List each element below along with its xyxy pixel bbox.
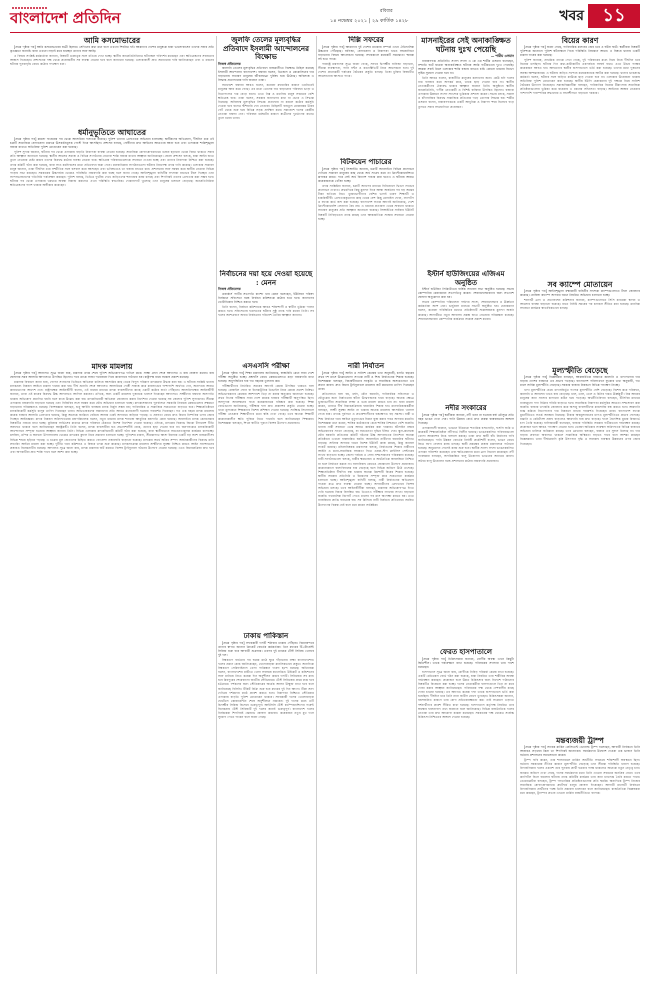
story-headline: মূল্যস্ফীতি বেড়েছে — [552, 366, 608, 375]
story-body: [প্রথম পৃষ্ঠার পর] সিআইডি জানায়, চক্রটি অনলাইনে বিভিন্ন প্রলোভন দেখিয়ে সাধারণ মানুষের কাছ থেকে অর্থ সংগ্রহ করে তা ক্রিপ্টোকারেন্সিতে রূপান্তর করত। পরে সেই অর্থ বিদেশে পাচার করা হতো। এ ঘটনায় আরও কয়েকজনকে খোঁজা হচ্ছে। তদন্ত সংশ্লিষ্টরা জানান, চক্রটি অ্যাপের মাধ্যমে বিনিয়োগে দ্বিগুণ লাভের প্রলোভন দেখাত। প্রথমদিকে কিছু মুনাফা দিয়ে আস্থা অর্জনের পর বড় অঙ্কের টাকা হাতিয়ে নিত। ভুক্তভোগীদের বেশির ভাগই তরুণ শিক্ষার্থী ও চাকরিজীবী। গ্রেফতারকৃতদের কাছ থেকে বেশ কিছু মোবাইল ফোন, ল্যাপটপ ও ব্যাংক কার্ড জব্দ করা হয়েছে। বাংলাদেশ ব্যাংক আগেই জানিয়েছে, দেশে ক্রিপ্টোকারেন্সি লেনদেন বৈধ নয়। এ ধরনের প্রতারণা থেকে সাবধান থাকতে সাধারণ মানুষের প্রতি আহ্বান জানানো হয়েছে। সিআইডির সাইবার ইউনিট বিষয়টি নিবিড়ভাবে তদন্ত করছে এবং আন্তর্জাতিক সংস্থার সহায়তা নেওয়া হচ্ছে। — [318, 166, 414, 221]
story-masnaior — [418, 36, 514, 266]
story-body: জ্বালানি তেলের মূল্যবৃদ্ধির প্রতিবাদে রাজধানীতে বিক্ষোভ মিছিল করেছে ইসলামী আন্দোলন বাংলাদেশ। বক্তারা বলেন, ডিজেল ও কেরোসিনের দাম বাড়ানোয় সাধারণ মানুষের জীবনযাত্রা দুর্বিষহ হয়ে উঠেছে। অবিলম্বে এ সিদ্ধান্ত প্রত্যাহারের দাবি জানান তারা। সমাবেশে বক্তারা আরও বলেন, করোনা মহামারির কারণে এমনিতেই মানুষের আয় কমে গেছে। এর মধ্যে তেলের দাম বাড়ানোয় পরিবহন ভাড়া ও নিত্যপণ্যের দাম বেড়ে যাবে। এতে নিম্ন ও মধ্যবিত্ত মানুষ সবচেয়ে বেশি ক্ষতিগ্রস্ত হবে। তারা বলেন, সরকার জনগণের কথা না ভেবে এ সিদ্ধান্ত নিয়েছে। অবিলম্বে মূল্যবৃদ্ধির সিদ্ধান্ত প্রত্যাহার না করলে কঠোর কর্মসূচি দেওয়া হবে বলেও হুঁশিয়ারি দেন নেতারা। মিছিলটি বায়তুল মোকাররম উত্তর গেট থেকে শুরু হয়ে বিভিন্ন সড়ক প্রদক্ষিণ করে। সমাবেশে দলের কেন্দ্রীয় নেতারা বক্তব্য দেন। পরিবহন ধর্মঘটের কারণে যাত্রীদের দুর্ভোগের কথাও তুলে ধরেন তারা। — [218, 66, 314, 121]
story-biye — [520, 36, 640, 276]
story-headline: মাসনাইরের সেই অনাকাঙ্ক্ষিত ঘটনায় দুঃখ পেয়েছি — [421, 36, 511, 54]
story-hospital — [418, 270, 514, 400]
masthead — [10, 4, 640, 30]
story-zulfiqar — [218, 36, 314, 268]
story-headline: জুলফি তেলের মূল্যবৃদ্ধির প্রতিবাদে ইসলামী আন্দোলনের বিক্ষোভ — [223, 36, 309, 61]
story-headline: নদীর সংকারের — [445, 404, 487, 412]
story-body: [প্রথম পৃষ্ঠার পর] আমি কসমোভারের যাত্রী ছিলাম। সেদিনের কথা মনে হলে এখনো শিহরিত হই। আমাদের দেশের মানুষকে যারা ভালোবাসেন তাদের সবার প্রতি কৃতজ্ঞতা জানাই। যারা এখনো লড়াই করে যাচ্ছেন তাদের সঙ্গে আছি। এ বিষয়ে সংশ্লিষ্ট কর্মকর্তারা জানান, বিষয়টি গুরুত্বের সঙ্গে খতিয়ে দেখা হচ্ছে। স্থানীয় জনপ্রতিনিধিরাও ঘটনাস্থল পরিদর্শন করেছেন এবং ক্ষতিগ্রস্তদের সহায়তার আশ্বাস দিয়েছেন। প্রশাসনের পক্ষ থেকে প্রয়োজনীয় সব ব্যবস্থা নেওয়া হবে বলে জানানো হয়েছে। এলাকাবাসী দ্রুত সমাধানের দাবি জানিয়েছেন এবং এ ধরনের ঘটনার পুনরাবৃত্তি রোধে কঠোর পদক্ষেপ চান। — [10, 45, 214, 67]
story-nodi — [418, 404, 514, 644]
story-headline: নারী নির্যাতন — [347, 362, 385, 370]
story-body: [প্রথম পৃষ্ঠার পর] আইন ও সালিশ কেন্দ্রের তথ্য অনুযায়ী, চলতি বছরের প্রথম দশ মাসে উল্লেখযোগ্য সংখ্যক নারী ও শিশু নির্যাতনের শিকার হয়েছে। বিশেষজ্ঞরা বলছেন, বিচারহীনতার সংস্কৃতি ও সামাজিক অসচেতনতা এর প্রধান কারণ। দ্রুত বিচার ট্রাইব্যুনালে মামলার জট কমানোর তাগিদ দিয়েছেন তারা। প্রতিবেদনে বলা হয়, ধর্ষণ, যৌন হয়রানি, পারিবারিক সহিংসতা ও যৌতুকের জন্য নির্যাতনের ঘটনা উদ্বেগজনক হারে বাড়ছে। অনেক ক্ষেত্রে ভুক্তভোগীরা সামাজিক লজ্জা ও ভয়ে মামলা করতে চান না। যারা মামলা করেন, তারাও দীর্ঘ বিচারপ্রক্রিয়ায় হয়রানির শিকার হন। মানবাধিকারকর্মীরা বলছেন, সাক্ষী সুরক্ষা আইন না থাকায় অনেক মামলায় আসামিরা খালাস পেয়ে যায়। তদন্তে দুর্বলতা ও প্রভাবশালীদের হস্তক্ষেপও বড় সমস্যা। নারী ও শিশু নির্যাতন দমন আইনে মৃত্যুদণ্ডের বিধান যুক্ত করার পরও অপরাধ কমেনি। বিশেষজ্ঞরা মনে করেন, শাস্তির কঠোরতার চেয়ে শাস্তির নিশ্চয়তা বেশি জরুরি। থানায় নারী সহায়তা ডেস্ক আরও কার্যকর করা দরকার। হটলাইন নম্বরে অভিযোগের সংখ্যা বেড়েছে, যা সচেতনতা বৃদ্ধির ইঙ্গিত দেয়। স্কুল-কলেজে যৌন হয়রানি প্রতিরোধ কমিটি গঠনের উচ্চ আদালতের নির্দেশনা অনেক প্রতিষ্ঠানে এখনো বাস্তবায়িত হয়নি। অনলাইনে নারীদের হয়রানির ঘটনাও বাড়ছে। সাইবার অপরাধ দমনে বিশেষ ইউনিট কাজ করছে, কিন্তু জনবল সংকট রয়েছে। মহিলাবিষয়ক মন্ত্রণালয় বলছে, নির্যাতনের শিকার নারীদের আইনি ও মনো-সামাজিক সহায়তা দিতে ওয়ান-স্টপ ক্রাইসিস সেন্টারের সংখ্যা বাড়ানো হচ্ছে। জেলা পর্যায়ে এ সেবা সম্প্রসারণের পরিকল্পনা রয়েছে। নারী সংগঠনগুলো বলছে, নারীর ক্ষমতায়ন ও অর্থনৈতিক স্বাবলম্বিতা নিশ্চিত না হলে নির্যাতন কমবে না। বাল্যবিবাহ রোধেও জোরালো উদ্যোগ প্রয়োজন। করোনাকালে বাল্যবিবাহের হার বেড়েছে বলে বিভিন্ন জরিপে উঠে এসেছে। শিক্ষাপ্রতিষ্ঠান দীর্ঘদিন বন্ধ থাকায় অনেক কিশোরী বিয়ের শিকার হয়েছে। স্থানীয় সরকার প্রতিনিধি ও ইমামদের সম্পৃক্ত করে সচেতনতা কার্যক্রম চালানো হচ্ছে। আইনশৃঙ্খলা বাহিনী বলছে, নারী নির্যাতনের অভিযোগ পাওয়া মাত্র দ্রুত ব্যবস্থা নেওয়া হচ্ছে। অপরাধীদের গ্রেফতারে বিশেষ অভিযান চলছে। তবে আইনজীবীরা বলছেন, মামলার অভিযোগপত্র দিতে দেরি হওয়ায় বিচার বিলম্বিত হয়। ডিএনএ পরীক্ষার ল্যাবের সংখ্যা বাড়ানো জরুরি। ফরেনসিক রিপোর্ট পেতে মাসের পর মাস অপেক্ষা করতে হয়। এতে ন্যায়বিচার প্রাপ্তি বাধাগ্রস্ত হয়। সব মিলিয়ে নারী নির্যাতন প্রতিরোধে সমন্বিত উদ্যোগের বিকল্প নেই বলে মনে করেন সংশ্লিষ্টরা। — [318, 370, 414, 507]
story-body: [প্রথম পৃষ্ঠার পর] আমাদের দুই দেশের মধ্যকার সম্পর্ক এখন ঐতিহাসিক উচ্চতায় পৌঁছেছে। বাণিজ্য, যোগাযোগ ও নিরাপত্তা খাতে সহযোগিতা বাড়ানোর বিষয়ে আলোচনা হয়েছে। সফরকালে কয়েকটি সমঝোতা স্মারক সই হতে পারে। পররাষ্ট্র মন্ত্রণালয় সূত্রে জানা গেছে, সফরে দ্বিপক্ষীয় বাণিজ্য বাড়ানো, সীমান্ত ব্যবস্থাপনা, পানি বণ্টন ও কানেক্টিভিটি নিয়ে আলোচনা হবে। দুই দেশের প্রধানমন্ত্রী পর্যায়ের বৈঠকের প্রস্তুতি চলছে। তিস্তা চুক্তির বিষয়টিও আলোচনায় আসতে পারে। — [318, 44, 414, 79]
story-byline: নিজস্ব প্রতিবেদক — [218, 61, 241, 66]
logo-text: বাংলাদেশ প্রতিদিন — [10, 9, 121, 27]
story-delhi — [318, 36, 414, 156]
story-body: [প্রথম পৃষ্ঠার পর] আইনশৃঙ্খলা রক্ষাকারী বাহিনীর সদস্যরা ক্যাম্পগুলোতে টহল জোরদার করেছে। রোহিঙ্গা ক্যাম্পে অপরাধ দমনে নিয়মিত অভিযান চালানো হচ্ছে। শরণার্থী ত্রাণ ও প্রত্যাবাসন কমিশনার জানান, ক্যাম্পগুলোতে সিসি ক্যামেরা স্থাপন ও আলোর ব্যবস্থা বাড়ানো হয়েছে। রাতে নির্দিষ্ট সময়ের পর চলাচল সীমিত করা হয়েছে। মানবিক সহায়তা কার্যক্রম স্বাভাবিকভাবে চলছে। — [520, 289, 640, 311]
date-label: ১৪ নভেম্বর ২০২১ | ২৯ কার্তিক ১৪২৮ — [330, 18, 409, 24]
story-body: নারায়ণগঞ্জ প্রতিনিধি: সংসদ সদস্য এ কে এম শামীম ওসমান বলেছেন, সম্প্রতি ঘটে যাওয়া অনাকাঙ্ক্ষিত ঘটনায় আমি গভীরভাবে দুঃখ পেয়েছি। আমরা সবাই মিলে এলাকার শান্তি বজায় রাখতে চাই। কোনো ধরনের বিভেদ সৃষ্টির সুযোগ দেওয়া হবে না। তিনি আরও বলেন, রাজনীতি মানুষের কল্যাণের জন্য। কেউ যদি দলের নাম ব্যবহার করে অপকর্ম করে, তাকে ছাড় দেওয়া হবে না। স্থানীয় নেতাকর্মীদের ঐক্যবদ্ধ থাকার আহ্বান জানান তিনি। অনুষ্ঠানে স্থানীয় জনপ্রতিনিধি, দলীয় নেতাকর্মী ও বিশিষ্ট ব্যক্তিরা উপস্থিত ছিলেন। বক্তারা এলাকার উন্নয়নে সংসদ সদস্যের ভূমিকার প্রশংসা করেন। সভায় মাদক, সন্ত্রাস ও চাঁদাবাজির বিরুদ্ধে সামাজিক প্রতিরোধ গড়ে তোলার সিদ্ধান্ত হয়। শামীম ওসমান বলেন, নারায়ণগঞ্জকে একটি আধুনিক ও নিরাপদ শহর হিসেবে গড়ে তুলতে সবার সহযোগিতা প্রয়োজন। — [418, 58, 514, 109]
story-nirbachon — [218, 270, 314, 358]
story-trump — [520, 736, 640, 974]
story-dhaka — [218, 632, 314, 974]
section-name: খবর — [559, 8, 584, 24]
story-body: [প্রথম পৃষ্ঠার পর] সাবেক মার্কিন প্রেসিডেন্ট ডোনাল্ড ট্রাম্প বলেছেন, আগামী নির্বাচনে তিনি আবারও লড়বেন কিনা তা শিগগিরই জানাবেন। সমর্থকদের উদ্দেশে দেওয়া এক ভাষণে তিনি বর্তমান প্রশাসনের সমালোচনা করেন। ট্রাম্প দাবি করেন, তার শাসনামলে মার্কিন অর্থনীতি সবচেয়ে শক্তিশালী অবস্থানে ছিল। বর্তমান সরকারের নীতির কারণে মূল্যস্ফীতি বেড়েছে এবং সীমান্ত পরিস্থিতি খারাপ হয়েছে। রিপাবলিকান দলের একাংশ তার পুনরায় প্রার্থী হওয়ার পক্ষে থাকলেও অনেকে নতুন নেতৃত্ব চান। জনমত জরিপে দেখা গেছে, দলের সমর্থকদের মধ্যে তিনি এখনো সবচেয়ে জনপ্রিয় নেতা। তবে ক্যাপিটল হিলে হামলার ঘটনায় তদন্ত কমিটির কার্যক্রম তার জন্য চ্যালেঞ্জ তৈরি করতে পারে। ডেমোক্রেটরা বলছেন, ট্রাম্প গণতান্ত্রিক প্রতিষ্ঠানগুলোর প্রতি হুমকি। অন্যদিকে ট্রাম্প নিজের সামাজিক যোগাযোগমাধ্যম প্ল্যাটফর্ম চালুর ঘোষণা দিয়েছেন। আগামী মধ্যবর্তী নির্বাচনে রিপাবলিকান প্রার্থীদের পক্ষে তিনি প্রচারণা চালাবেন বলে জানিয়েছেন। রাজনৈতিক বিশ্লেষকরা মনে করছেন, ট্রাম্পের প্রভাব এখনো মার্কিন রাজনীতিতে ব্যাপক। — [520, 745, 640, 796]
story-headline: ইস্টার্ন হাউজিংয়ের এজিএম অনুষ্ঠিত — [427, 270, 505, 287]
story-headline: নির্বাচনের দয়া হয়ে দেওয়া হয়েছে : মেনন — [219, 270, 313, 287]
story-dharma — [10, 128, 214, 358]
story-byline: — শামীম ওসমান — [490, 54, 514, 58]
story-byline: নিজস্ব প্রতিবেদক — [218, 287, 241, 291]
story-headline: ফেরত হাসপাতালে — [440, 648, 492, 656]
section-box — [559, 4, 640, 28]
story-sob — [520, 280, 640, 362]
column-divider — [216, 36, 217, 974]
story-headline: বিয়ের কারণ — [561, 36, 599, 45]
story-headline: দিল্লি সফরের — [348, 36, 384, 44]
story-body: [প্রথম পৃষ্ঠার পর] চিকিৎসকরা জানান, রোগীর অবস্থা এখন কিছুটা স্থিতিশীল। তাকে পর্যবেক্ষণে রাখা হয়েছে। পরিবারের সদস্যরা তার পাশে রয়েছেন। হাসপাতাল সূত্রে জানা যায়, রোগীকে নিবিড় পরিচর্যা কেন্দ্রে রাখা হয়েছে। একটি মেডিকেল বোর্ড গঠন করা হয়েছে, যারা নিয়মিত তার শারীরিক অবস্থা পর্যবেক্ষণ করছেন। প্রয়োজন হলে উন্নত চিকিৎসার জন্য বিদেশে পাঠানোর বিষয়টিও বিবেচনা করা হচ্ছে। দলের নেতাকর্মীরা হাসপাতালে ভিড় না করে দোয়া করার আহ্বান জানিয়েছেন। পরিবারের পক্ষ থেকে দেশবাসীর কাছে দোয়া চাওয়া হয়েছে। এর আগেও কয়েক দফা তাকে হাসপাতালে ভর্তি করা হয়েছিল। দীর্ঘদিন ধরে তিনি নানা জটিল রোগে ভুগছেন। চিকিৎসকরা জানান, বয়সজনিত কারণে তার রোগ প্রতিরোধক্ষমতা কম। তাই সংক্রমণ এড়াতে দর্শনার্থীদের প্রবেশ সীমিত রাখা হয়েছে। হাসপাতাল কর্তৃপক্ষ নিয়মিত তার স্বাস্থ্যের হালনাগাদ তথ্য জানাবে বলে জানিয়েছে। বিভিন্ন রাজনৈতিক দলের নেতারা তার দ্রুত আরোগ্য কামনা করেছেন। সরকারের পক্ষ থেকেও সর্বোচ্চ চিকিৎসা নিশ্চিতের আশ্বাস দেওয়া হয়েছে। — [418, 656, 514, 719]
day-label: রবিবার — [380, 9, 393, 14]
page-number: ১১ — [588, 4, 640, 28]
column-divider — [316, 36, 317, 974]
story-headline: ঢাকায় পাকিস্তান — [243, 632, 289, 640]
story-madok — [10, 362, 214, 974]
newspaper-logo — [10, 6, 160, 28]
story-inflation — [520, 366, 640, 732]
story-bitcoin — [318, 158, 414, 358]
story-headline: বিটকয়েন পাচারের — [340, 158, 392, 166]
column-divider — [516, 36, 517, 974]
column-divider — [416, 36, 417, 974]
story-body: [প্রথম পৃষ্ঠার পর] শিক্ষা মন্ত্রণালয় জানিয়েছে, স্বাস্থ্যবিধি মেনে সারা দেশে পরীক্ষা অনুষ্ঠিত হচ্ছে। প্রশ্নফাঁস রোধে কেন্দ্রগুলোতে কড়া নজরদারি রাখা হয়েছে। অনুপস্থিতির হার গত বছরের তুলনায় কম। পরীক্ষার্থীদের নির্ধারিত সময়ের আগেই কেন্দ্রে উপস্থিত থাকতে বলা হয়েছে। মোবাইল ফোন বা ইলেকট্রনিক ডিভাইস নিয়ে কেন্দ্রে প্রবেশ নিষিদ্ধ। অভিভাবকদের কেন্দ্রের আশপাশে ভিড় না করার অনুরোধ জানানো হয়েছে। প্রথম দিনের পরীক্ষায় সারা দেশে কয়েক হাজার পরীক্ষার্থী অনুপস্থিত ছিল। অসদুপায় অবলম্বনের দায়ে কয়েকজনকে বহিষ্কার করা হয়েছে। শিক্ষা বোর্ডগুলো জানিয়েছে, পরীক্ষার ফল দ্রুত প্রকাশের প্রস্তুতি নেওয়া হচ্ছে। খাতা মূল্যায়নে শিক্ষকদের বিশেষ প্রশিক্ষণ দেওয়া হয়েছে। সংক্ষিপ্ত সিলেবাসে পরীক্ষা নেওয়ায় শিক্ষার্থীদের মধ্যে স্বস্তি দেখা গেছে। তবে অনেক শিক্ষার্থী করোনাকালীন ক্ষতি পুষিয়ে নিতে পারেনি বলে জানিয়েছেন শিক্ষকরা। বিশেষজ্ঞরা বলছেন, শিখন ঘাটতি পূরণে বিশেষ উদ্যোগ প্রয়োজন। — [218, 370, 314, 425]
story-headline: আমি কসমোভারের — [83, 36, 141, 45]
story-nari — [318, 362, 414, 974]
story-headline: ধর্মানুভূতিতে আঘাতের — [78, 128, 146, 137]
story-headline: মাদক মামলায় — [91, 362, 133, 371]
story-fery — [418, 648, 514, 974]
story-body: [প্রথম পৃষ্ঠার পর] আদালত সূত্রে জানা যায়, মামলার তদন্ত শেষে পুলিশ অভিযোগপত্র দাখিল করে। সাক্ষ্য গ্রহণ শেষে আদালত এ রায় ঘোষণা করেন। রায় ঘোষণার সময় আসামি আদালতে উপস্থিত ছিলেন। পরে তাকে সাজা পরোয়ানা দিয়ে কারাগারে পাঠানো হয়। রাষ্ট্রপক্ষ রায়ে সন্তোষ প্রকাশ করেছে। মামলার বিবরণে জানা যায়, গোপন সংবাদের ভিত্তিতে অভিযান চালিয়ে আসামির কাছ থেকে বিপুল পরিমাণ মাদকদ্রব্য উদ্ধার করা হয়। এ ঘটনায় সংশ্লিষ্ট থানায় মাদকদ্রব্য নিয়ন্ত্রণ আইনে মামলা দায়ের করা হয়। দীর্ঘ শুনানি শেষে আদালত আসামিকে দোষী সাব্যস্ত করে কারাদণ্ডের পাশাপাশি অর্থদণ্ড দেন, অনাদায়ে আরও কারাভোগের আদেশ দেন। রাষ্ট্রপক্ষের আইনজীবী বলেন, এই রায়ের মাধ্যমে মাদক ব্যবসায়ীদের কাছে একটি কঠোর বার্তা পৌঁছাবে। আসামিপক্ষের আইনজীবী জানান, তারা এই রায়ের বিরুদ্ধে উচ্চ আদালতে আপিল করবেন। এদিকে, অন্য একটি মামলায় দুজনকে খালাস দিয়েছেন আদালত। সাক্ষীদের বক্তব্যে অসংগতি থাকায় অভিযোগ প্রমাণিত হয়নি বলে রায়ে উল্লেখ করা হয়। মাদকবিরোধী অভিযান জোরদার করার নির্দেশনা দেওয়া হয়েছে সব জেলার পুলিশ সুপারদের। সীমান্ত এলাকায় নজরদারি বাড়ানো হয়েছে এবং বিজিবির সঙ্গে সমন্বয় করে যৌথ অভিযান চালানো হচ্ছে। মাদকাসক্তদের পুনর্বাসনে সরকারি নিরাময় কেন্দ্রগুলোর সক্ষমতা বাড়ানোর পরিকল্পনাও রয়েছে। বিশেষজ্ঞরা বলছেন, শুধু আইনি ব্যবস্থায় মাদক নির্মূল সম্ভব নয়; পারিবারিক ও সামাজিক সচেতনতা বাড়াতে হবে। শিক্ষাপ্রতিষ্ঠানে মাদকবিরোধী কর্মসূচি চালুর তাগিদ দিয়েছেন তারা। অভিভাবকদের সন্তানদের প্রতি আরও মনোযোগী হওয়ার পরামর্শও দিয়েছেন। গত এক বছরে মাদক মামলায় কয়েক হাজার আসামি গ্রেফতার হয়েছে, কিন্তু অনেকে জামিনে বেরিয়ে আবার একই অপরাধে জড়িয়ে পড়ছে। এ প্রবণতা রোধে দ্রুত বিচার নিষ্পত্তির ওপর জোর দিচ্ছেন আইনজ্ঞরা। মাদক নিয়ন্ত্রণ অধিদফতরের মহাপরিচালক বলেন, নতুন ধরনের মাদক শনাক্তে আধুনিক যন্ত্রপাতি কেনা হয়েছে। অনলাইনে মাদক কেনাবেচার বিষয়টিও নজরে রাখা হচ্ছে। কুরিয়ার সার্ভিসের মাধ্যমে মাদক পরিবহন ঠেকাতে বিশেষ নির্দেশনা দেওয়া হয়েছে। এদিকে, মাদকের বিরুদ্ধে জিরো টলারেন্স নীতি অব্যাহত থাকবে বলে জানিয়েছেন স্বরাষ্ট্রমন্ত্রী। তিনি বলেন, মাদক ব্যবসায়ীরা যত প্রভাবশালীই হোক, তাদের ছাড় দেওয়া হবে না। জনগণকেও মাদকবিরোধী আন্দোলনে সম্পৃক্ত হওয়ার আহ্বান জানান তিনি। বিভিন্ন এলাকায় মাদকবিরোধী কমিটি গঠন করা হয়েছে, যারা স্থানীয়ভাবে সচেতনতামূলক কার্যক্রম চালাচ্ছে। মসজিদ, মন্দির ও অন্যান্য উপাসনালয় থেকেও মাদকের কুফল নিয়ে প্রচারণা চালানো হচ্ছে। পুলিশের ধারণা, সীমান্তপথে আসা ইয়াবার একটি বড় অংশ রাজধানীসহ বিভিন্ন শহরে ছড়িয়ে পড়ছে। এ চক্রের মূল হোতাদের চিহ্নিত করতে গোয়েন্দা নজরদারি বাড়ানো হয়েছে। মাদকের অর্থে অবৈধ সম্পদ অর্জনকারীদের বিরুদ্ধে মানি লন্ডারিং আইনে মামলা করা হচ্ছে। দুর্নীতি দমন কমিশনও এ বিষয়ে তদন্ত শুরু করেছে। মাদকসংক্রান্ত মামলার সাক্ষীদের সুরক্ষা নিশ্চিত করতে আইন সংশোধনের প্রস্তাবও বিবেচনাধীন রয়েছে। আদালত সূত্রে জানা যায়, মাদক মামলার জট কমাতে বিশেষ ট্রাইব্যুনাল গঠনের উদ্যোগ নেওয়া হয়েছে। এতে বিচারপ্রক্রিয়া দ্রুত হবে এবং অপরাধীরা দ্রুত শাস্তি পাবে বলে আশা করা হচ্ছে। — [10, 371, 214, 454]
story-sscres — [218, 362, 314, 630]
story-body: [প্রথম পৃষ্ঠার পর] সফরকারী দলটি শনিবার ঢাকায় পৌঁছায়। বিমানবন্দরে তাদের স্বাগত জানান ক্রিকেট বোর্ডের কর্মকর্তারা। তিন ম্যাচের টি-টোয়েন্টি সিরিজ শুরু হবে আগামী শুক্রবার। এরপর দুই ম্যাচের টেস্ট সিরিজ খেলবে দুই দল। বিশ্বকাপে ব্যর্থতার পর ঘরের মাঠে ঘুরে দাঁড়ানোর লক্ষ্য বাংলাদেশের। দলের প্রধান কোচ জানিয়েছেন, খেলোয়াড়রা মানসিকভাবে প্রস্তুত। অন্যদিকে বিশ্বকাপে সেমিফাইনাল খেলা পাকিস্তান দারুণ ছন্দে রয়েছে। অধিনায়ক বলেন, বাংলাদেশের মাটিতে খেলা সবসময় চ্যালেঞ্জিং। উইকেট ও কন্ডিশনের সঙ্গে মানিয়ে নিতে কয়েক দিন অনুশীলন করবে দলটি। সিরিজের সব ম্যাচ হবে মিরপুরের শেরেবাংলা জাতীয় স্টেডিয়ামে। টেস্ট সিরিজের প্রথম ম্যাচ হবে চট্টগ্রামে। দর্শকদের জন্য স্টেডিয়ামের অর্ধেক আসন উন্মুক্ত রাখা হবে বলে জানিয়েছে বিসিবি। টিকিট বিক্রি শুরু হবে ম্যাচের দুই দিন আগে। টিকা সনদ দেখিয়ে দর্শকদের মাঠে প্রবেশ করতে হবে। নিরাপত্তা নিশ্চিতে স্টেডিয়াম এলাকায় বাড়তি পুলিশ মোতায়েন থাকবে। সফরকারী দলের খেলোয়াড়রা হোটেলে কোয়ারেন্টিন শেষে অনুশীলনে নামবেন। দুই দলের মধ্যে এটি দ্বিপক্ষীয় সিরিজ হিসেবে গুরুত্বপূর্ণ। আইসিসি টেস্ট চ্যাম্পিয়নশিপের পয়েন্ট বিবেচনায় টেস্ট সিরিজটি দুই দলের জন্যই গুরুত্বপূর্ণ। বাংলাদেশ দলের নির্বাচকরা শিগগিরই স্কোয়াড ঘোষণা করবেন। কয়েকজন নতুন মুখ দলে সুযোগ পেতে পারেন বলে জানা গেছে। — [218, 640, 314, 720]
story-headline: এসএসসি পরীক্ষা — [242, 362, 290, 370]
story-cramp — [10, 36, 214, 126]
story-body: [প্রথম পৃষ্ঠার পর] স্থানীয়রা জানান, নদী খনন না হওয়ায় বর্ষা মৌসুমে প্রতি বছর ভাঙন দেখা দেয়। পানি উন্নয়ন বোর্ড দ্রুত প্রকল্প বাস্তবায়নের আশ্বাস দিয়েছে। এলাকাবাসী জানান, ভাঙনে ইতিমধ্যে শতাধিক বসতবাড়ি, ফসলি জমি ও কয়েকটি শিক্ষাপ্রতিষ্ঠান নদীগর্ভে বিলীন হয়েছে। ভাঙনকবলিত পরিবারগুলো খোলা আকাশের নিচে বসবাস করছে। তারা দ্রুত স্থায়ী বাঁধ নির্মাণের দাবি জানিয়েছেন। পানি উন্নয়ন বোর্ডের নির্বাহী প্রকৌশলী বলেন, ভাঙন রোধে জিও ব্যাগ ফেলার কাজ চলছে। স্থায়ী প্রকল্পের প্রস্তাব মন্ত্রণালয়ে পাঠানো হয়েছে। অনুমোদন পেলেই কাজ শুরু হবে। স্থানীয় সংসদ সদস্য ভাঙনকবলিত এলাকা পরিদর্শন করেছেন এবং ক্ষতিগ্রস্তদের মধ্যে ত্রাণ বিতরণ করেছেন। নদী গবেষকরা বলছেন, অপরিকল্পিত বালু উত্তোলন ভাঙনের অন্যতম কারণ। অবৈধ বালু উত্তোলন বন্ধে প্রশাসনের কঠোর নজরদারি প্রয়োজন। — [418, 412, 514, 463]
story-body: ইস্টার্ন হাউজিং লিমিটেডের বার্ষিক সাধারণ সভা অনুষ্ঠিত হয়েছে। সভায় কোম্পানির চেয়ারম্যান সভাপতিত্ব করেন। শেয়ারহোল্ডারদের জন্য লভ্যাংশ ঘোষণা অনুমোদন করা হয়। সভায় কোম্পানির পরিচালনা পর্ষদের সদস্য, শেয়ারহোল্ডার ও ঊর্ধ্বতন কর্মকর্তারা অংশ নেন। ভার্চুয়াল মাধ্যমে সভাটি অনুষ্ঠিত হয়। চেয়ারম্যান বলেন, করোনা পরিস্থিতির মধ্যেও প্রতিষ্ঠানটি সন্তোষজনক মুনাফা অর্জন করেছে। আগামীতে নতুন আবাসন প্রকল্প হাতে নেওয়ার পরিকল্পনা রয়েছে। শেয়ারহোল্ডাররা কোম্পানির কার্যক্রমে সন্তোষ প্রকাশ করেন। — [418, 287, 514, 321]
story-body: [প্রথম পৃষ্ঠার পর] বিশ্লেষকরা বলছেন, আন্তর্জাতিক বাজারে জ্বালানি ও খাদ্যপণ্যের দাম বাড়ায় দেশের বাজারে এর প্রভাব পড়েছে। বাংলাদেশ পরিসংখ্যান ব্যুরোর তথ্য অনুযায়ী, গত মাসে সার্বিক মূল্যস্ফীতি বেড়েছে। সরকার বাজার নিয়ন্ত্রণে বিভিন্ন পদক্ষেপ নিচ্ছে। খাদ্য মূল্যস্ফীতির চেয়ে খাদ্যবহির্ভূত পণ্যের মূল্যস্ফীতি বেশি বেড়েছে। বিশেষ করে পরিবহন, জ্বালানি ও আবাসন খাতে ব্যয় বেড়েছে। চাল, ডাল, তেল ও চিনির দামও ঊর্ধ্বমুখী। নিম্ন আয়ের মানুষের জন্য সংসার চালানো কঠিন হয়ে পড়েছে। অর্থনীতিবিদরা বলছেন, টিসিবির মাধ্যমে ন্যায্যমূল্যে পণ্য বিক্রির পরিধি বাড়াতে হবে। সামাজিক নিরাপত্তা কর্মসূচির আওতা সম্প্রসারণ করা জরুরি। বাজার তদারকি জোরদার করে অসাধু ব্যবসায়ীদের কারসাজি বন্ধ করতে হবে। আমদানি শুল্ক কমিয়ে নিত্যপণ্যের দাম নিয়ন্ত্রণে রাখার পরামর্শও দিয়েছেন তারা। বাংলাদেশ ব্যাংক মুদ্রানীতিতে সতর্ক অবস্থান নিয়েছে। টাকার অবমূল্যায়নের চাপও মূল্যস্ফীতিতে প্রভাব ফেলছে। রপ্তানি ও রেমিট্যান্স প্রবাহ বাড়লেও আমদানি ব্যয় দ্রুত বাড়ছে। ফলে বৈদেশিক মুদ্রার রিজার্ভে চাপ তৈরি হয়েছে। বাণিজ্যমন্ত্রী বলেছেন, বাজার পরিস্থিতি সরকার গভীরভাবে পর্যবেক্ষণ করছে। প্রয়োজন হলে আরও পদক্ষেপ নেওয়া হবে। ভোক্তা অধিকার সংরক্ষণ অধিদফতর বিভিন্ন বাজারে অভিযান চালিয়ে জরিমানা করছে। তবে ক্রেতারা বলছেন, বাস্তবে এর সুফল মিলছে না। দাম বাড়ার প্রবণতা অব্যাহত থাকলে সামাজিক অস্থিরতা বাড়তে পারে বলে আশঙ্কা করছেন বিশ্লেষকরা। তারা দীর্ঘমেয়াদি কৃষি উৎপাদন বৃদ্ধি ও সরবরাহ ব্যবস্থার উন্নয়নের ওপর জোর দিয়েছেন। — [520, 375, 640, 446]
header-rule — [10, 32, 640, 33]
story-headline: সব ক্যাম্পে মোতায়েন — [547, 280, 613, 289]
story-body: [প্রথম পৃষ্ঠার পর] মামলা দায়েরের পর থেকে আসামিরা পলাতক রয়েছে। পুলিশ তাদের গ্রেফতারে অভিযান চালাচ্ছে। স্থানীয়দের অভিযোগ, দীর্ঘদিন ধরে এই চক্রটি সামাজিক যোগাযোগ মাধ্যমে উসকানিমূলক পোস্ট দিয়ে আসছিল। প্রশাসন বলছে, দোষীদের দ্রুত আইনের আওতায় আনা হবে এবং এলাকায় শান্তিশৃঙ্খলা বজায় রাখতে অতিরিক্ত পুলিশ মোতায়েন করা হয়েছে। পুলিশ সুপার জানান, ঘটনার পর থেকে এলাকায় বাড়তি নিরাপত্তা ব্যবস্থা নেওয়া হয়েছে। সামাজিক যোগাযোগমাধ্যমে গুজব ছড়ানো থেকে বিরত থাকতে সবার প্রতি আহ্বান জানানো হয়েছে। স্থানীয় আলেম সমাজ ও বিভিন্ন সংগঠনের নেতারা শান্তি বজায় রাখার আহ্বান জানিয়েছেন। জেলা প্রশাসন বলছে, যারা আইন হাতে তুলে নেওয়ার চেষ্টা করবে তাদের বিরুদ্ধে কঠোর ব্যবস্থা নেওয়া হবে। ক্ষতিগ্রস্ত পরিবারগুলোকে সহায়তা দেওয়া হচ্ছে এবং তাদের নিরাপত্তা নিশ্চিত করা হয়েছে। তদন্ত কমিটি গঠন করা হয়েছে, যারা সাত কর্মদিবসের মধ্যে প্রতিবেদন জমা দেবে। মানবাধিকার সংগঠনগুলো ঘটনার নিরপেক্ষ তদন্ত দাবি করেছে। এলাকার সাধারণ মানুষ জানান, তারা দীর্ঘদিন ধরে সম্প্রীতির সঙ্গে বসবাস করে আসছেন এবং ভবিষ্যতেও তা বজায় রাখতে চান। প্রশাসনের সঙ্গে সমন্বয় করে স্থানীয় নেতারা বিভিন্ন পাড়ায় সভা করছেন। সরকারের উচ্চপর্যায় থেকেও পরিস্থিতি নজরদারি করা হচ্ছে বলে জানা গেছে। আইনশৃঙ্খলা বাহিনীর সদস্যরা রাতভর টহল দিচ্ছেন এবং সন্দেহভাজনদের গতিবিধি পর্যবেক্ষণ করছেন। পুলিশ বলছে, ভিডিও ফুটেজ দেখে জড়িতদের শনাক্তের কাজ চলছে এবং শিগগিরই তাদের গ্রেফতার করা সম্ভব হবে। ঘটনার পর থেকে এলাকায় থমথমে অবস্থা বিরাজ করলেও এখন পরিস্থিতি স্বাভাবিক। দোকানপাট খুলেছে এবং মানুষের চলাচল বেড়েছে। জনপ্রতিনিধিরা ক্ষতিগ্রস্তদের পাশে থাকার অঙ্গীকার করেছেন। — [10, 137, 214, 188]
story-body: [প্রথম পৃষ্ঠার পর] জানা গেছে, পারিবারিক কলহের জের ধরে এ ঘটনা ঘটে। স্থানীয়রা বিষয়টি পুলিশকে জানালে পুলিশ ঘটনাস্থলে গিয়ে পরিস্থিতি নিয়ন্ত্রণে আনে। এ বিষয়ে থানায় একটি মামলা দায়ের করা হয়েছে। পুলিশ জানায়, প্রাথমিক তদন্তে দেখা গেছে, দুই পরিবারের মধ্যে বিয়ে নিয়ে দীর্ঘদিন ধরে বিরোধ চলছিল। ঘটনার দিন কথা-কাটাকাটির একপর্যায়ে সংঘর্ষ বাধে। এতে উভয় পক্ষের কয়েকজন আহত হন। আহতদের স্থানীয় হাসপাতালে ভর্তি করা হয়েছে। তাদের মধ্যে দুজনের অবস্থা আশঙ্কাজনক। এ ঘটনায় জড়িত সন্দেহে কয়েকজনকে আটক করা হয়েছে। থানার ভারপ্রাপ্ত কর্মকর্তা বলেন, ঘটনার সঙ্গে জড়িত কাউকে ছাড় দেওয়া হবে না। এলাকায় উত্তেজনা থাকায় অতিরিক্ত পুলিশ মোতায়েন করা হয়েছে। স্থানীয় ইউপি চেয়ারম্যান দুই পক্ষকে নিয়ে সালিশ বৈঠকের উদ্যোগ নিয়েছেন। সমাজবিজ্ঞানীরা বলছেন, পারিবারিক বিরোধ মীমাংসায় সামাজিক প্রতিষ্ঠানগুলোর ভূমিকা কমে যাওয়ায় এ ধরনের সহিংসতা বাড়ছে। আইনের আশ্রয় নেওয়ার পাশাপাশি পারস্পরিক শ্রদ্ধাবোধ ও সহনশীলতা বাড়ানো দরকার। — [520, 45, 640, 96]
story-headline: মন্তব্যজয়ী ট্রাম্প — [556, 736, 604, 745]
story-body: ওয়ার্কার্স পার্টির সভাপতি রাশেদ খান মেনন বলেছেন, ইউনিয়ন পরিষদ নির্বাচনে সহিংসতা বন্ধে নির্বাচন কমিশনকে কঠোর হতে হবে। জনগণের ভোটাধিকার নিশ্চিত করতে হবে। তিনি বলেন, নির্বাচন কমিশনকে আরও শক্তিশালী ও স্বাধীন ভূমিকা পালন করতে হবে। সহিংসতায় হতাহতের ঘটনার সুষ্ঠু তদন্ত দাবি করেন তিনি। সব দলের অংশগ্রহণে অবাধ নির্বাচনের পরিবেশ তৈরির আহ্বান জানান। — [218, 291, 314, 317]
